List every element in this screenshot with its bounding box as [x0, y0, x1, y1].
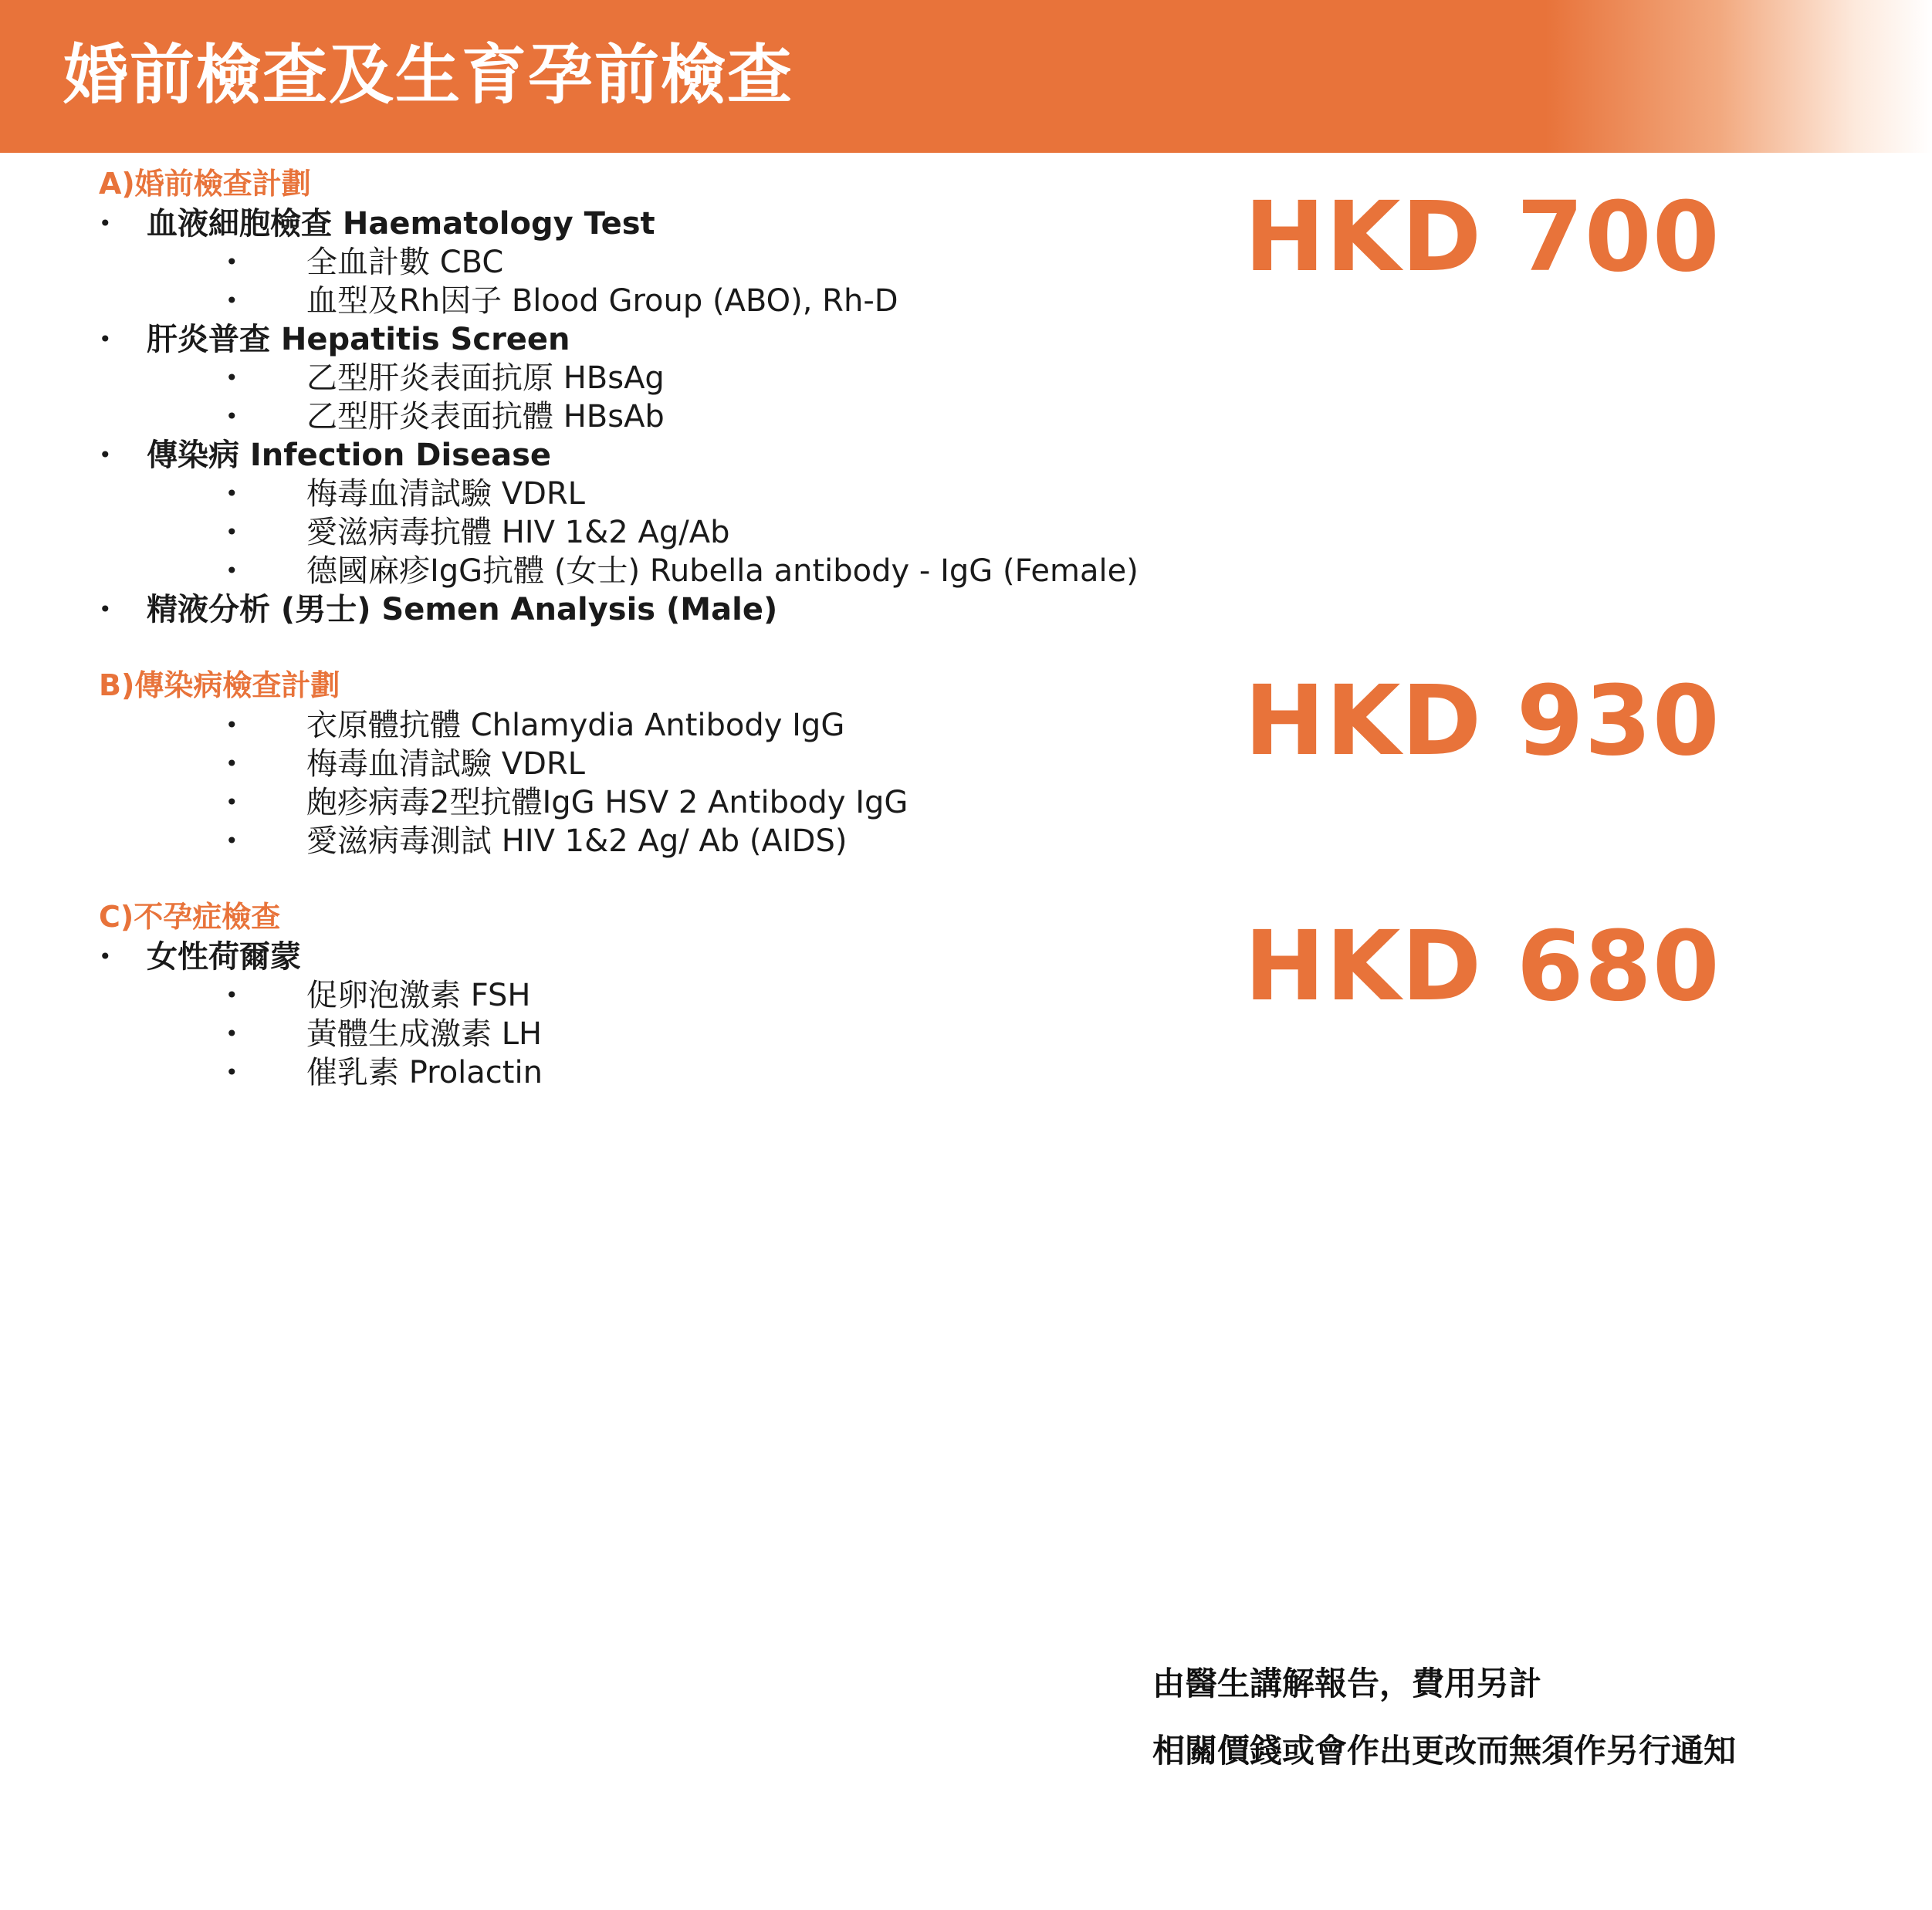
group-label: 肝炎普查 Hepatitis Screen — [147, 322, 570, 357]
price-a: HKD 700 — [1244, 181, 1721, 293]
price-b: HKD 930 — [1244, 665, 1721, 777]
section-a-title: A)婚前檢查計劃 — [99, 167, 311, 201]
bullet-icon: • — [225, 828, 239, 854]
test-item: 促卵泡激素 FSH — [306, 978, 531, 1013]
test-item: 催乳素 Prolactin — [306, 1055, 543, 1090]
group-label: 傳染病 Infection Disease — [147, 438, 552, 473]
bullet-icon: • — [225, 751, 239, 776]
bullet-icon: • — [225, 982, 239, 1008]
section-c-title: C)不孕症檢查 — [99, 900, 281, 934]
bullet-icon: • — [225, 249, 239, 275]
bullet-icon: • — [225, 1021, 239, 1046]
test-item: 黃體生成激素 LH — [306, 1016, 543, 1052]
bullet-icon: • — [99, 944, 112, 969]
bullet-icon: • — [225, 712, 239, 738]
section-b-title: B)傳染病檢查計劃 — [99, 668, 340, 702]
test-item: 愛滋病毒測試 HIV 1&2 Ag/ Ab (AIDS) — [306, 823, 848, 859]
page-title: 婚前檢查及生育孕前檢查 — [63, 37, 794, 113]
test-item: 梅毒血清試驗 VDRL — [306, 476, 585, 512]
bullet-icon: • — [99, 597, 112, 622]
test-item: 全血計數 CBC — [306, 245, 504, 280]
test-item: 愛滋病毒抗體 HIV 1&2 Ag/Ab — [306, 515, 730, 550]
test-item: 乙型肝炎表面抗體 HBsAb — [306, 399, 665, 434]
bullet-icon: • — [225, 558, 239, 583]
note-price-change: 相關價錢或會作出更改而無須作另行通知 — [1152, 1732, 1737, 1770]
bullet-icon: • — [225, 519, 239, 545]
bullet-icon: • — [225, 404, 239, 429]
header-banner — [0, 0, 1932, 153]
bullet-icon: • — [225, 1060, 239, 1085]
note-doctor-report: 由醫生講解報告，費用另計 — [1152, 1665, 1542, 1702]
test-item: 德國麻疹IgG抗體 (女士) Rubella antibody - IgG (Female) — [306, 553, 1139, 589]
bullet-icon: • — [225, 365, 239, 390]
test-item: 乙型肝炎表面抗原 HBsAg — [306, 360, 665, 396]
bullet-icon: • — [225, 288, 239, 313]
bullet-icon: • — [99, 211, 112, 236]
bullet-icon: • — [225, 789, 239, 815]
test-item: 梅毒血清試驗 VDRL — [306, 746, 585, 782]
group-label: 血液細胞檢查 Haematology Test — [147, 206, 655, 242]
test-item: 衣原體抗體 Chlamydia Antibody IgG — [306, 708, 845, 743]
group-label: 精液分析 (男士) Semen Analysis (Male) — [147, 592, 778, 627]
bullet-icon: • — [99, 442, 112, 468]
price-c: HKD 680 — [1244, 911, 1721, 1023]
test-item: 皰疹病毒2型抗體IgG HSV 2 Antibody IgG — [306, 785, 908, 820]
test-item: 血型及Rh因子 Blood Group (ABO), Rh-D — [306, 283, 898, 319]
group-label: 女性荷爾蒙 — [147, 939, 301, 975]
bullet-icon: • — [225, 481, 239, 506]
bullet-icon: • — [99, 326, 112, 352]
